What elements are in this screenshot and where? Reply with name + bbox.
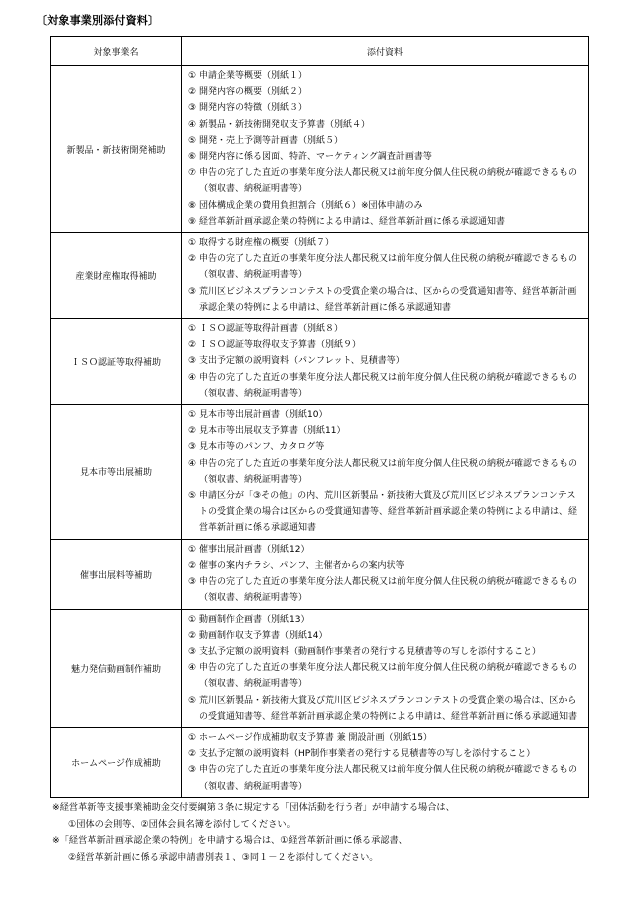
document-item — [188, 542, 582, 558]
category-cell: 見本市等出展補助 — [51, 405, 182, 540]
note-1-line-2: ①団体の会則等、②団体会員名簿を添付してください。 — [68, 818, 296, 830]
document-item — [188, 660, 582, 692]
document-item — [188, 730, 582, 746]
documents-cell — [182, 405, 589, 540]
document-item-number: ② — [188, 254, 197, 265]
document-item-text: 新製品・新技術開発収支予算書（別紙４） — [199, 119, 371, 130]
document-item-text: 申告の完了した直近の事業年度分法人都民税又は前年度分個人住民税の納税が確認できるもの（領収書、納税証明書等） — [199, 372, 578, 399]
table-row — [51, 319, 589, 405]
document-item-number: ① — [188, 732, 197, 743]
document-item-text: 支出予定額の説明資料（パンフレット、見積書等） — [199, 356, 405, 367]
document-item-number: ① — [188, 238, 197, 249]
document-item-number: ③ — [188, 442, 197, 453]
document-item-text: 荒川区新製品・新技術大賞及び荒川区ビジネスプランコンテストの受賞企業の場合は、区からの受賞通知書等、経営革新計画承認企業の特例による申請は、経営革新計画に係る承認通知書 — [199, 695, 578, 722]
document-item-text: 開発内容に係る図面、特許、マーケティング調査計画書等 — [199, 152, 432, 163]
document-item-number: ③ — [188, 356, 197, 367]
document-item-number: ⑤ — [188, 135, 197, 146]
document-item-text: 開発・売上予測等計画書（別紙５） — [199, 135, 344, 146]
document-item-text: 経営革新計画承認企業の特例による申請は、経営革新計画に係る承認通知書 — [199, 216, 506, 227]
header-category: 対象事業名 — [51, 37, 182, 66]
document-item — [188, 574, 582, 606]
document-item — [188, 337, 582, 353]
section-title: 〔対象事業別添付資料〕 — [36, 14, 160, 27]
document-item-text: 動画制作収支予算書（別紙14） — [199, 630, 328, 641]
document-item — [188, 762, 582, 794]
document-item — [188, 423, 582, 439]
document-item — [188, 612, 582, 628]
header-documents: 添付資料 — [182, 37, 589, 66]
document-item-number: ① — [188, 324, 197, 335]
document-item-text: ＩＳＯ認証等取得計画書（別紙８） — [199, 324, 344, 335]
document-item-number: ⑦ — [188, 168, 197, 179]
document-item — [188, 407, 582, 423]
notes — [52, 800, 597, 866]
document-item-number: ③ — [188, 286, 197, 297]
document-item-text: 申告の完了した直近の事業年度分法人都民税又は前年度分個人住民税の納税が確認できるもの（領収書、納税証明書等） — [199, 458, 578, 485]
document-item — [188, 746, 582, 762]
document-item-number: ③ — [188, 103, 197, 114]
category-cell: ホームページ作成補助 — [51, 727, 182, 797]
document-item-number: ④ — [188, 663, 197, 674]
document-item — [188, 370, 582, 402]
category-cell: ＩＳＯ認証等取得補助 — [51, 319, 182, 405]
document-item — [188, 214, 582, 230]
table-row — [51, 405, 589, 540]
documents-cell — [182, 609, 589, 727]
document-item-text: 申告の完了した直近の事業年度分法人都民税又は前年度分個人住民税の納税が確認できるもの（領収書、納税証明書等） — [199, 765, 578, 792]
document-item — [188, 353, 582, 369]
table-body — [51, 66, 589, 798]
document-item-text: 催事出展計画書（別紙12） — [199, 544, 310, 555]
document-item-number: ② — [188, 630, 197, 641]
document-item-number: ④ — [188, 372, 197, 383]
document-item-number: ① — [188, 544, 197, 555]
document-item-number: ② — [188, 560, 197, 571]
document-item-text: 催事の案内チラシ、パンフ、主催者からの案内状等 — [199, 560, 405, 571]
document-item — [188, 68, 582, 84]
document-item — [188, 284, 582, 316]
document-item-number: ⑥ — [188, 152, 197, 163]
table-header-row — [51, 37, 589, 66]
document-item-text: 支払予定額の説明資料（動画制作事業者の発行する見積書等の写しを添付すること） — [199, 646, 542, 657]
document-item-number: ② — [188, 340, 197, 351]
document-item-number: ⑧ — [188, 200, 197, 211]
document-item-number: ② — [188, 87, 197, 98]
document-item — [188, 488, 582, 537]
documents-cell — [182, 66, 589, 233]
document-item-number: ④ — [188, 119, 197, 130]
document-item-text: 申告の完了した直近の事業年度分法人都民税又は前年度分個人住民税の納税が確認できるもの（領収書、納税証明書等） — [199, 577, 578, 604]
document-item — [188, 644, 582, 660]
document-item-number: ② — [188, 426, 197, 437]
document-item-number: ③ — [188, 646, 197, 657]
document-item-text: 団体構成企業の費用負担割合（別紙６）※団体申請のみ — [199, 200, 423, 211]
document-item-text: 見本市等のパンフ、カタログ等 — [199, 442, 325, 453]
document-item-number: ③ — [188, 577, 197, 588]
document-item-text: 申請企業等概要（別紙１） — [199, 71, 308, 81]
category-cell: 新製品・新技術開発補助 — [51, 66, 182, 233]
documents-cell — [182, 233, 589, 319]
category-cell: 魅力発信動画制作補助 — [51, 609, 182, 727]
documents-cell — [182, 319, 589, 405]
document-item-text: 動画制作企画書（別紙13） — [199, 614, 310, 625]
document-item-number: ⑤ — [188, 695, 197, 706]
document-item-number: ① — [188, 410, 197, 421]
document-item-text: 申請区分が「③その他」の内、荒川区新製品・新技術大賞及び荒川区ビジネスプランコンテストの受賞企業の場合は区からの受賞通知書等、経営革新計画承認企業の特例による申請は、経営革新計画に係る承認通知書 — [199, 491, 578, 534]
document-item-text: ＩＳＯ認証等取得収支予算書（別紙９） — [199, 340, 362, 351]
document-item-text: 開発内容の概要（別紙２） — [199, 87, 308, 98]
document-item — [188, 693, 582, 725]
document-item — [188, 133, 582, 149]
document-item — [188, 100, 582, 116]
table-row — [51, 539, 589, 609]
table-row — [51, 609, 589, 727]
document-item — [188, 165, 582, 197]
note-1-line-1: ※経営革新等支援事業補助金交付要綱第３条に規定する「団体活動を行う者」が申請する場合は、 — [52, 802, 455, 813]
document-item-number: ⑤ — [188, 491, 197, 502]
document-item-number: ① — [188, 614, 197, 625]
document-item-number: ② — [188, 749, 197, 760]
document-item — [188, 456, 582, 488]
note-2-line-2: ②経営革新計画に係る承認申請書別表１、③同１－２を添付してください。 — [68, 851, 379, 863]
document-item — [188, 235, 582, 251]
document-item — [188, 117, 582, 133]
category-cell: 産業財産権取得補助 — [51, 233, 182, 319]
table-row — [51, 66, 589, 233]
document-item-text: 申告の完了した直近の事業年度分法人都民税又は前年度分個人住民税の納税が確認できるもの（領収書、納税証明書等） — [199, 168, 578, 195]
document-item — [188, 251, 582, 283]
document-item — [188, 439, 582, 455]
documents-cell — [182, 727, 589, 797]
document-item-number: ⑨ — [188, 216, 197, 227]
document-item — [188, 84, 582, 100]
document-item — [188, 149, 582, 165]
document-item — [188, 628, 582, 644]
document-item-text: 見本市等出展計画書（別紙10） — [199, 410, 328, 421]
document-item-number: ③ — [188, 765, 197, 776]
document-item-number: ① — [188, 71, 197, 81]
document-item — [188, 558, 582, 574]
document-item-text: 荒川区ビジネスプランコンテストの受賞企業の場合は、区からの受賞通知書等、経営革新計画承認企業の特例による申請は、経営革新計画に係る承認通知書 — [199, 286, 577, 313]
note-2-line-1: ※「経営革新計画承認企業の特例」を申請する場合は、①経営革新計画に係る承認書、 — [52, 835, 408, 846]
document-item-number: ④ — [188, 458, 197, 469]
document-item-text: 開発内容の特徴（別紙３） — [199, 103, 308, 114]
document-item-text: 支払予定額の説明資料（HP制作事業者の発行する見積書等の写しを添付すること） — [199, 749, 536, 760]
document-item-text: 申告の完了した直近の事業年度分法人都民税又は前年度分個人住民税の納税が確認できるもの（領収書、納税証明書等） — [199, 254, 578, 281]
category-cell: 催事出展料等補助 — [51, 539, 182, 609]
documents-cell — [182, 539, 589, 609]
table-row — [51, 727, 589, 797]
table-row — [51, 233, 589, 319]
document-item-text: 見本市等出展収支予算書（別紙11） — [199, 426, 346, 437]
document-item — [188, 198, 582, 214]
document-item-text: 申告の完了した直近の事業年度分法人都民税又は前年度分個人住民税の納税が確認できるもの（領収書、納税証明書等） — [199, 663, 578, 690]
attachments-table — [50, 36, 589, 798]
document-item-text: ホームページ作成補助収支予算書 兼 開設計画（別紙15） — [199, 732, 432, 743]
document-item — [188, 321, 582, 337]
document-item-text: 取得する財産権の概要（別紙７） — [199, 238, 335, 249]
